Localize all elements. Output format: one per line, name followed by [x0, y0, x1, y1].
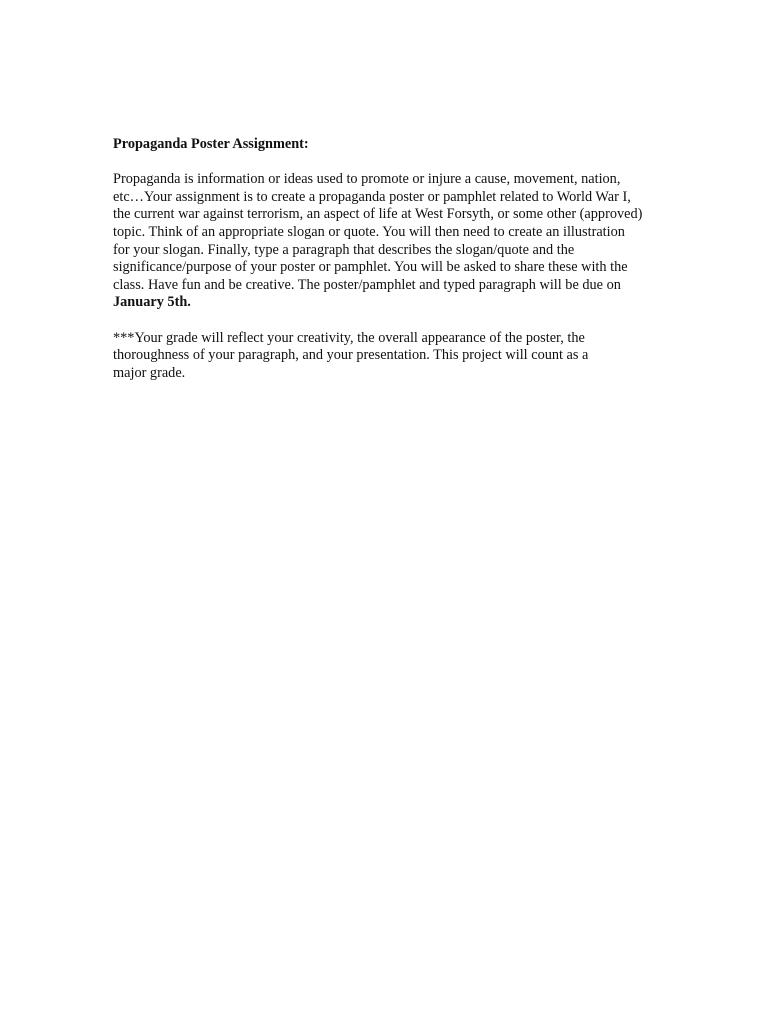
assignment-description-paragraph	[113, 171, 653, 312]
paragraph-line: etc…Your assignment is to create a propaganda poster or pamphlet related to World War I,	[113, 188, 631, 205]
paragraph-line: for your slogan. Finally, type a paragraph that describes the slogan/quote and the	[113, 241, 575, 258]
due-date: January 5th.	[113, 294, 191, 311]
document-title: Propaganda Poster Assignment:	[113, 136, 309, 152]
document-body	[113, 136, 653, 382]
paragraph-line: thoroughness of your paragraph, and your presentation. This project will count as a	[113, 347, 589, 364]
paragraph-line: Propaganda is information or ideas used to promote or injure a cause, movement, nation,	[113, 171, 621, 188]
paragraph-line: ***Your grade will reflect your creativity, the overall appearance of the poster, the	[113, 329, 585, 346]
paragraph-line: topic. Think of an appropriate slogan or quote. You will then need to create an illustration	[113, 223, 625, 240]
paragraph-line: class. Have fun and be creative. The poster/pamphlet and typed paragraph will be due on	[113, 276, 621, 293]
paragraph-line: significance/purpose of your poster or pamphlet. You will be asked to share these with the	[113, 259, 628, 276]
grading-paragraph	[113, 330, 653, 383]
paragraph-line: the current war against terrorism, an aspect of life at West Forsyth, or some other (approved)	[113, 206, 643, 223]
paragraph-line: major grade.	[113, 364, 186, 381]
